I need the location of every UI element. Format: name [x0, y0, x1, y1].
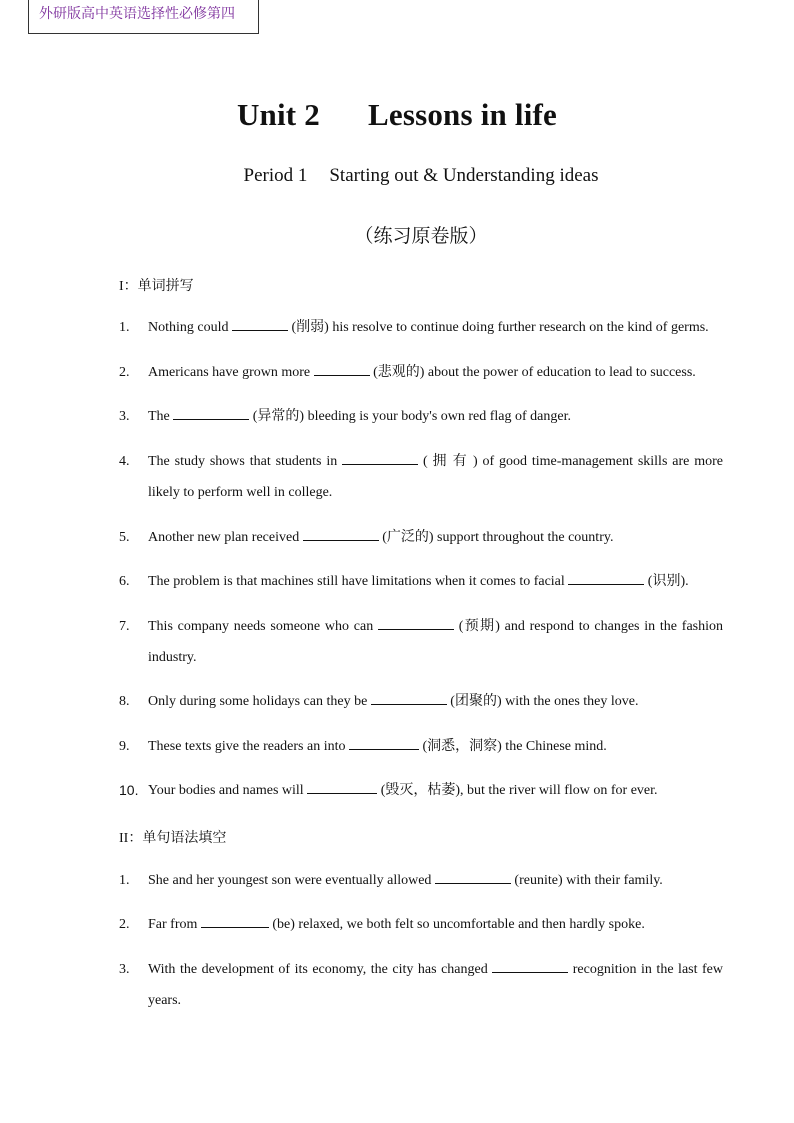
item-text: With the development of its economy, the city has changed — [148, 962, 493, 977]
item-text: Far from — [148, 917, 201, 932]
item-text: (reunite) with their family. — [510, 873, 663, 888]
page-title — [0, 97, 794, 133]
item-number: 7. — [119, 619, 130, 634]
item-text: The study shows that students in — [148, 454, 343, 469]
unit-name: Lessons in life — [367, 97, 558, 132]
item-text: Your bodies and names will — [148, 783, 308, 798]
item-text: (异常的) bleeding is your body's own red flag of danger. — [249, 409, 571, 424]
item-text: (广泛的) support throughout the country. — [378, 530, 614, 545]
item-number: 3. — [119, 962, 130, 977]
period-label: Period 1 — [243, 165, 308, 186]
list-item — [119, 909, 723, 940]
unit-label: Unit 2 — [236, 97, 320, 132]
item-number: 2. — [119, 365, 130, 380]
item-text: This company needs someone who can — [148, 619, 378, 634]
series-tag: 外研版高中英语选择性必修第四 — [28, 0, 259, 34]
page-subtitle — [0, 165, 794, 187]
item-text: She and her youngest son were eventually allowed — [148, 873, 435, 888]
item-text: (团聚的) with the ones they love. — [446, 694, 639, 709]
list-item — [119, 566, 723, 597]
item-text: The problem is that machines still have limitations when it comes to facial — [148, 574, 569, 589]
answer-blank[interactable] — [307, 781, 377, 794]
answer-blank[interactable] — [314, 363, 370, 376]
item-text: (洞悉，洞察) the Chinese mind. — [418, 739, 607, 754]
item-text: recognition in the last few years. — [148, 962, 724, 1008]
list-item — [119, 446, 723, 508]
list-item — [119, 401, 723, 432]
item-number: 5. — [119, 530, 130, 545]
list-item — [119, 775, 723, 806]
item-text: (识别). — [644, 574, 689, 589]
item-text: Only during some holidays can they be — [148, 694, 371, 709]
item-number: 10. — [119, 782, 139, 798]
item-text: Americans have grown more — [148, 365, 314, 380]
answer-blank[interactable] — [349, 737, 419, 750]
answer-blank[interactable] — [303, 528, 379, 541]
answer-blank[interactable] — [232, 318, 288, 331]
section-heading-grammar: II：单句语法填空 — [119, 831, 227, 846]
item-text: The — [148, 409, 174, 424]
list-item — [119, 357, 723, 388]
item-number: 1. — [119, 320, 130, 335]
item-text: (毁灭，枯萎), but the river will flow on for ever. — [377, 783, 658, 798]
section-heading-vocab: I：单词拼写 — [119, 279, 194, 294]
answer-blank[interactable] — [371, 692, 447, 705]
item-number: 3. — [119, 409, 130, 424]
item-number: 6. — [119, 574, 130, 589]
answer-blank[interactable] — [435, 871, 511, 884]
answer-blank[interactable] — [492, 960, 568, 973]
item-number: 1. — [119, 873, 130, 888]
version-note: （练习原卷版） — [354, 226, 488, 247]
item-number: 4. — [119, 454, 130, 469]
list-item — [119, 522, 723, 553]
item-text: ( 拥 有 ) of good time-management skills are more likely to perform well in college. — [148, 454, 723, 500]
answer-blank[interactable] — [342, 452, 418, 465]
item-text: Another new plan received — [148, 530, 303, 545]
item-number: 2. — [119, 917, 130, 932]
answer-blank[interactable] — [201, 915, 269, 928]
period-topic: Starting out & Understanding ideas — [329, 165, 599, 186]
list-item — [119, 686, 723, 717]
item-text: (削弱) his resolve to continue doing further research on the kind of germs. — [288, 320, 709, 335]
list-item — [119, 954, 723, 1016]
item-text: Nothing could — [148, 320, 232, 335]
answer-blank[interactable] — [378, 617, 454, 630]
list-item — [119, 865, 723, 896]
answer-blank[interactable] — [173, 407, 249, 420]
item-text: (预期) and respond to changes in the fashion industry. — [148, 619, 723, 665]
item-text: These texts give the readers an into — [148, 739, 349, 754]
list-item — [119, 312, 723, 343]
list-item — [119, 611, 723, 673]
item-number: 8. — [119, 694, 130, 709]
list-item — [119, 731, 723, 762]
answer-blank[interactable] — [568, 572, 644, 585]
item-number: 9. — [119, 739, 130, 754]
item-text: (be) relaxed, we both felt so uncomfortable and then hardly spoke. — [268, 917, 645, 932]
item-text: (悲观的) about the power of education to lead to success. — [369, 365, 696, 380]
